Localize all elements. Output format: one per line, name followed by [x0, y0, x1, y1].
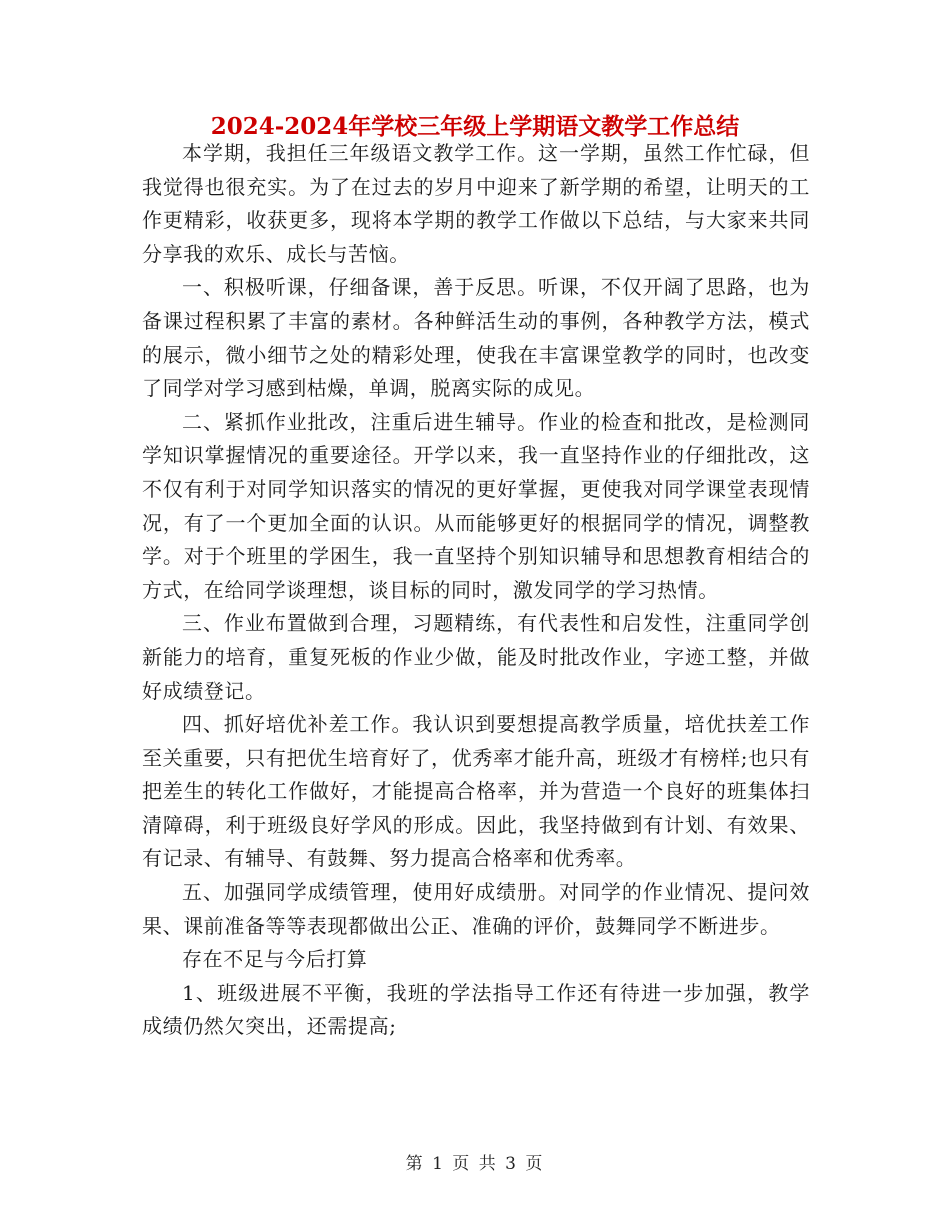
- page-footer: 第 1 页 共 3 页: [405, 1154, 545, 1174]
- paragraph-section-2: 二、紧抓作业批改，注重后进生辅导。作业的检查和批改，是检测同学知识掌握情况的重要途径。开学以来，我一直坚持作业的仔细批改，这不仅有利于对同学知识落实的情况的更好掌握，更使我对同学课堂表现情况，有了一个更加全面的认识。从而能够更好的根据同学的情况，调整教学。对于个班里的学困生，我一直坚持个别知识辅导和思想教育相结合的方式，在给同学谈理想，谈目标的同时，激发同学的学习热情。: [142, 409, 810, 602]
- paragraph-section-3: 三、作业布置做到合理，习题精练，有代表性和启发性，注重同学创新能力的培育，重复死板的作业少做，能及时批改作业，字迹工整，并做好成绩登记。: [142, 611, 810, 703]
- paragraph-shortcoming-1: 1、班级进展不平衡，我班的学法指导工作还有待进一步加强，教学成绩仍然欠突出，还需提高;: [142, 980, 810, 1039]
- section-heading-shortcomings: 存在不足与今后打算: [182, 947, 368, 972]
- paragraph-section-5: 五、加强同学成绩管理，使用好成绩册。对同学的作业情况、提问效果、课前准备等等表现都做出公正、准确的评价，鼓舞同学不断进步。: [142, 880, 810, 938]
- document-title: 2024-2024年学校三年级上学期语文教学工作总结: [210, 113, 740, 140]
- paragraph-section-4: 四、抓好培优补差工作。我认识到要想提高教学质量，培优扶差工作至关重要，只有把优生培育好了，优秀率才能升高，班级才有榜样;也只有把差生的转化工作做好，才能提高合格率，并为营造一个良好的班集体扫清障碍，利于班级良好学风的形成。因此，我坚持做到有计划、有效果、有记录、有辅导、有鼓舞、努力提高合格率和优秀率。: [142, 712, 810, 871]
- paragraph-section-1: 一、积极听课，仔细备课，善于反思。听课，不仅开阔了思路，也为备课过程积累了丰富的素材。各种鲜活生动的事例，各种教学方法，模式的展示，微小细节之处的精彩处理，使我在丰富课堂教学的同时，也改变了同学对学习感到枯燥，单调，脱离实际的成见。: [142, 275, 810, 401]
- paragraph-intro: 本学期，我担任三年级语文教学工作。这一学期，虽然工作忙碌，但我觉得也很充实。为了在过去的岁月中迎来了新学期的希望，让明天的工作更精彩，收获更多，现将本学期的教学工作做以下总结，与大家来共同分享我的欢乐、成长与苦恼。: [142, 141, 810, 266]
- document-body: [142, 137, 810, 1044]
